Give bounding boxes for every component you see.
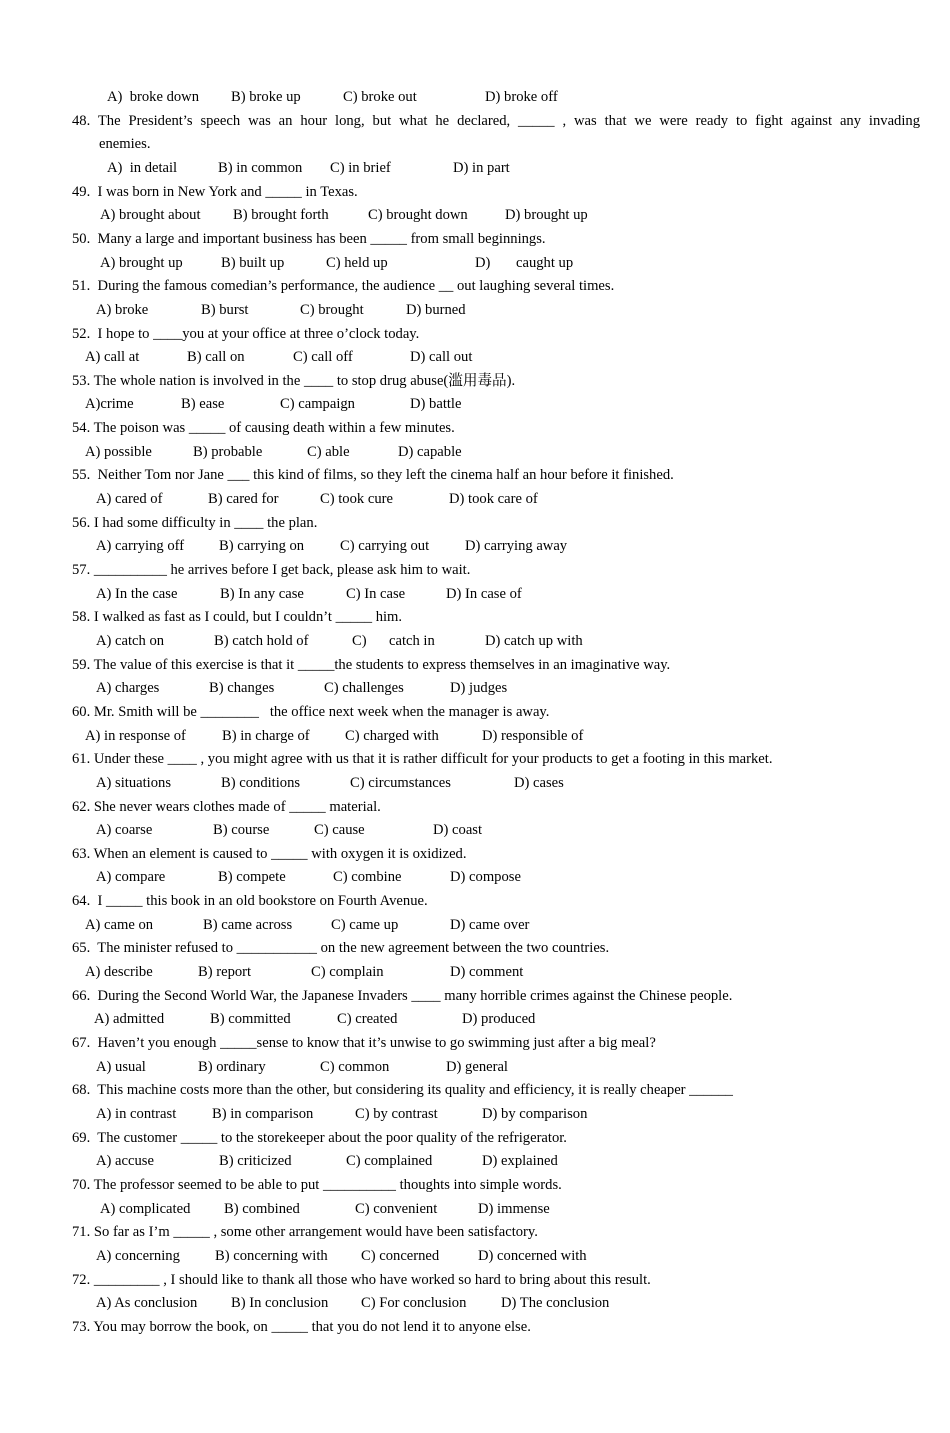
question-text: 70. The professor seemed to be able to put __________ thoughts into simple words. bbox=[72, 1177, 562, 1193]
answer-option: B) in common bbox=[218, 160, 303, 176]
answer-option: D) In case of bbox=[446, 586, 522, 602]
answer-option: A) in response of bbox=[85, 728, 186, 744]
answer-option: C) challenges bbox=[324, 680, 404, 696]
answer-option: A) As conclusion bbox=[96, 1295, 198, 1311]
answer-option: D) came over bbox=[450, 917, 530, 933]
answer-option: D) bbox=[475, 255, 491, 271]
answer-option: D) capable bbox=[398, 444, 462, 460]
answer-option: C) charged with bbox=[345, 728, 439, 744]
answer-option: A)crime bbox=[85, 396, 134, 412]
question-text: 65. The minister refused to ___________ on the new agreement between the two countries. bbox=[72, 940, 610, 956]
answer-option: D) burned bbox=[406, 302, 466, 318]
answer-option: C) For conclusion bbox=[361, 1295, 467, 1311]
answer-option: C) brought down bbox=[368, 207, 468, 223]
answer-option: A) In the case bbox=[96, 586, 178, 602]
answer-option: D) took care of bbox=[449, 491, 538, 507]
answer-option: D) concerned with bbox=[478, 1248, 587, 1264]
question-continuation: enemies. bbox=[99, 136, 151, 152]
question-text: 53. The whole nation is involved in the ____ to stop drug abuse(滥用毒品). bbox=[72, 373, 516, 389]
answer-option: D) immense bbox=[478, 1201, 550, 1217]
answer-option: A) broke down bbox=[107, 89, 200, 105]
answer-option: D) catch up with bbox=[485, 633, 583, 649]
question-text: 63. When an element is caused to _____ with oxygen it is oxidized. bbox=[72, 846, 467, 862]
answer-option: B) combined bbox=[224, 1201, 300, 1217]
question-text: 56. I had some difficulty in ____ the plan. bbox=[72, 515, 318, 531]
answer-option: D) explained bbox=[482, 1153, 558, 1169]
answer-option: caught up bbox=[516, 255, 574, 271]
answer-option: C) In case bbox=[346, 586, 406, 602]
answer-option: C) in brief bbox=[330, 160, 391, 176]
answer-option: A) usual bbox=[96, 1059, 146, 1075]
question-text: 54. The poison was _____ of causing death within a few minutes. bbox=[72, 420, 455, 436]
answer-option: B) report bbox=[198, 964, 252, 980]
question-text: 51. During the famous comedian’s performance, the audience __ out laughing several times. bbox=[72, 278, 615, 294]
answer-option: B) ease bbox=[181, 396, 225, 412]
answer-option: B) brought forth bbox=[233, 207, 329, 223]
answer-option: C) broke out bbox=[343, 89, 417, 105]
answer-option: A) carrying off bbox=[96, 538, 185, 554]
question-text: 69. The customer _____ to the storekeeper about the poor quality of the refrigerator. bbox=[72, 1130, 567, 1146]
answer-option: C) took cure bbox=[320, 491, 393, 507]
answer-option: A) in contrast bbox=[96, 1106, 177, 1122]
answer-option: C) carrying out bbox=[340, 538, 430, 554]
answer-option: B) probable bbox=[193, 444, 263, 460]
answer-option: B) carrying on bbox=[219, 538, 305, 554]
answer-option: B) In any case bbox=[220, 586, 304, 602]
answer-option: C) bbox=[352, 633, 367, 649]
answer-option: C) came up bbox=[331, 917, 399, 933]
answer-option: C) brought bbox=[300, 302, 364, 318]
answer-option: D) call out bbox=[410, 349, 473, 365]
answer-option: D) The conclusion bbox=[501, 1295, 610, 1311]
answer-option: B) in charge of bbox=[222, 728, 310, 744]
answer-option: A) possible bbox=[85, 444, 152, 460]
answer-option: C) complained bbox=[346, 1153, 433, 1169]
answer-option: A) situations bbox=[96, 775, 171, 791]
answer-option: D) judges bbox=[450, 680, 508, 696]
question-text: 49. I was born in New York and _____ in Texas. bbox=[72, 184, 358, 200]
question-text: 66. During the Second World War, the Japanese Invaders ____ many horrible crimes against the Chinese people. bbox=[72, 988, 733, 1004]
answer-option: C) able bbox=[307, 444, 350, 460]
answer-option: B) concerning with bbox=[215, 1248, 328, 1264]
answer-option: C) held up bbox=[326, 255, 388, 271]
answer-option: B) catch hold of bbox=[214, 633, 309, 649]
answer-option: C) call off bbox=[293, 349, 353, 365]
answer-option: B) burst bbox=[201, 302, 249, 318]
question-text: 64. I _____ this book in an old bookstore on Fourth Avenue. bbox=[72, 893, 428, 909]
answer-option: B) course bbox=[213, 822, 270, 838]
answer-option: D) comment bbox=[450, 964, 524, 980]
answer-option: B) committed bbox=[210, 1011, 291, 1027]
answer-option: C) campaign bbox=[280, 396, 355, 412]
answer-option: C) circumstances bbox=[350, 775, 451, 791]
answer-option: A) call at bbox=[85, 349, 140, 365]
question-text: 72. _________ , I should like to thank all those who have worked so hard to bring about this result. bbox=[72, 1272, 651, 1288]
answer-option: D) brought up bbox=[505, 207, 588, 223]
answer-option: A) charges bbox=[96, 680, 160, 696]
question-text: 57. __________ he arrives before I get back, please ask him to wait. bbox=[72, 562, 471, 578]
question-text: 71. So far as I’m _____ , some other arrangement would have been satisfactory. bbox=[72, 1224, 538, 1240]
answer-option: B) criticized bbox=[219, 1153, 292, 1169]
question-text: 58. I walked as fast as I could, but I couldn’t _____ him. bbox=[72, 609, 403, 625]
answer-option: C) cause bbox=[314, 822, 365, 838]
answer-option: catch in bbox=[389, 633, 435, 649]
question-text: 62. She never wears clothes made of _____ material. bbox=[72, 799, 381, 815]
answer-option: D) cases bbox=[514, 775, 564, 791]
answer-option: D) compose bbox=[450, 869, 521, 885]
answer-option: A) cared of bbox=[96, 491, 163, 507]
answer-option: C) created bbox=[337, 1011, 398, 1027]
answer-option: D) produced bbox=[462, 1011, 536, 1027]
answer-option: A) concerning bbox=[96, 1248, 180, 1264]
answer-option: D) coast bbox=[433, 822, 483, 838]
answer-option: B) changes bbox=[209, 680, 275, 696]
answer-option: B) in comparison bbox=[212, 1106, 314, 1122]
question-text: 52. I hope to ____you at your office at three o’clock today. bbox=[72, 326, 420, 342]
question-text: 61. Under these ____ , you might agree with us that it is rather difficult for your products to get a footing in this market. bbox=[72, 751, 773, 767]
answer-option: B) built up bbox=[221, 255, 285, 271]
answer-option: A) complicated bbox=[100, 1201, 191, 1217]
answer-option: B) In conclusion bbox=[231, 1295, 329, 1311]
answer-option: C) complain bbox=[311, 964, 384, 980]
answer-option: A) compare bbox=[96, 869, 166, 885]
answer-option: A) brought up bbox=[100, 255, 183, 271]
answer-option: A) describe bbox=[85, 964, 153, 980]
answer-option: B) broke up bbox=[231, 89, 301, 105]
answer-option: B) cared for bbox=[208, 491, 279, 507]
answer-option: A) admitted bbox=[94, 1011, 165, 1027]
question-text: 50. Many a large and important business has been _____ from small beginnings. bbox=[72, 231, 546, 247]
answer-option: A) came on bbox=[85, 917, 154, 933]
question-text: 60. Mr. Smith will be ________ the office next week when the manager is away. bbox=[72, 704, 550, 720]
question-text: 67. Haven’t you enough _____sense to know that it’s unwise to go swimming just after a big meal? bbox=[72, 1035, 656, 1051]
answer-option: A) brought about bbox=[100, 207, 201, 223]
answer-option: C) by contrast bbox=[355, 1106, 438, 1122]
question-text: 48. The President’s speech was an hour long, but what he declared, _____ , was that we were ready to fight against any invading bbox=[72, 113, 920, 129]
answer-option: C) convenient bbox=[355, 1201, 438, 1217]
answer-option: B) compete bbox=[218, 869, 286, 885]
answer-option: B) came across bbox=[203, 917, 293, 933]
answer-option: C) common bbox=[320, 1059, 390, 1075]
answer-option: D) carrying away bbox=[465, 538, 568, 554]
answer-option: D) by comparison bbox=[482, 1106, 588, 1122]
answer-option: A) catch on bbox=[96, 633, 165, 649]
answer-option: A) broke bbox=[96, 302, 149, 318]
answer-option: D) broke off bbox=[485, 89, 558, 105]
answer-option: C) combine bbox=[333, 869, 402, 885]
answer-option: D) general bbox=[446, 1059, 508, 1075]
answer-option: B) ordinary bbox=[198, 1059, 266, 1075]
question-text: 59. The value of this exercise is that it _____the students to express themselves in an imaginative way. bbox=[72, 657, 671, 673]
answer-option: C) concerned bbox=[361, 1248, 440, 1264]
answer-option: B) call on bbox=[187, 349, 245, 365]
answer-option: A) coarse bbox=[96, 822, 153, 838]
answer-option: B) conditions bbox=[221, 775, 301, 791]
answer-option: D) responsible of bbox=[482, 728, 584, 744]
answer-option: D) battle bbox=[410, 396, 462, 412]
answer-option: A) accuse bbox=[96, 1153, 154, 1169]
question-text: 55. Neither Tom nor Jane ___ this kind of films, so they left the cinema half an hour before it finished. bbox=[72, 467, 674, 483]
answer-option: D) in part bbox=[453, 160, 510, 176]
question-text: 68. This machine costs more than the other, but considering its quality and efficiency, it is really cheaper ______ bbox=[72, 1082, 733, 1098]
question-text: 73. You may borrow the book, on _____ that you do not lend it to anyone else. bbox=[72, 1319, 531, 1335]
answer-option: A) in detail bbox=[107, 160, 178, 176]
